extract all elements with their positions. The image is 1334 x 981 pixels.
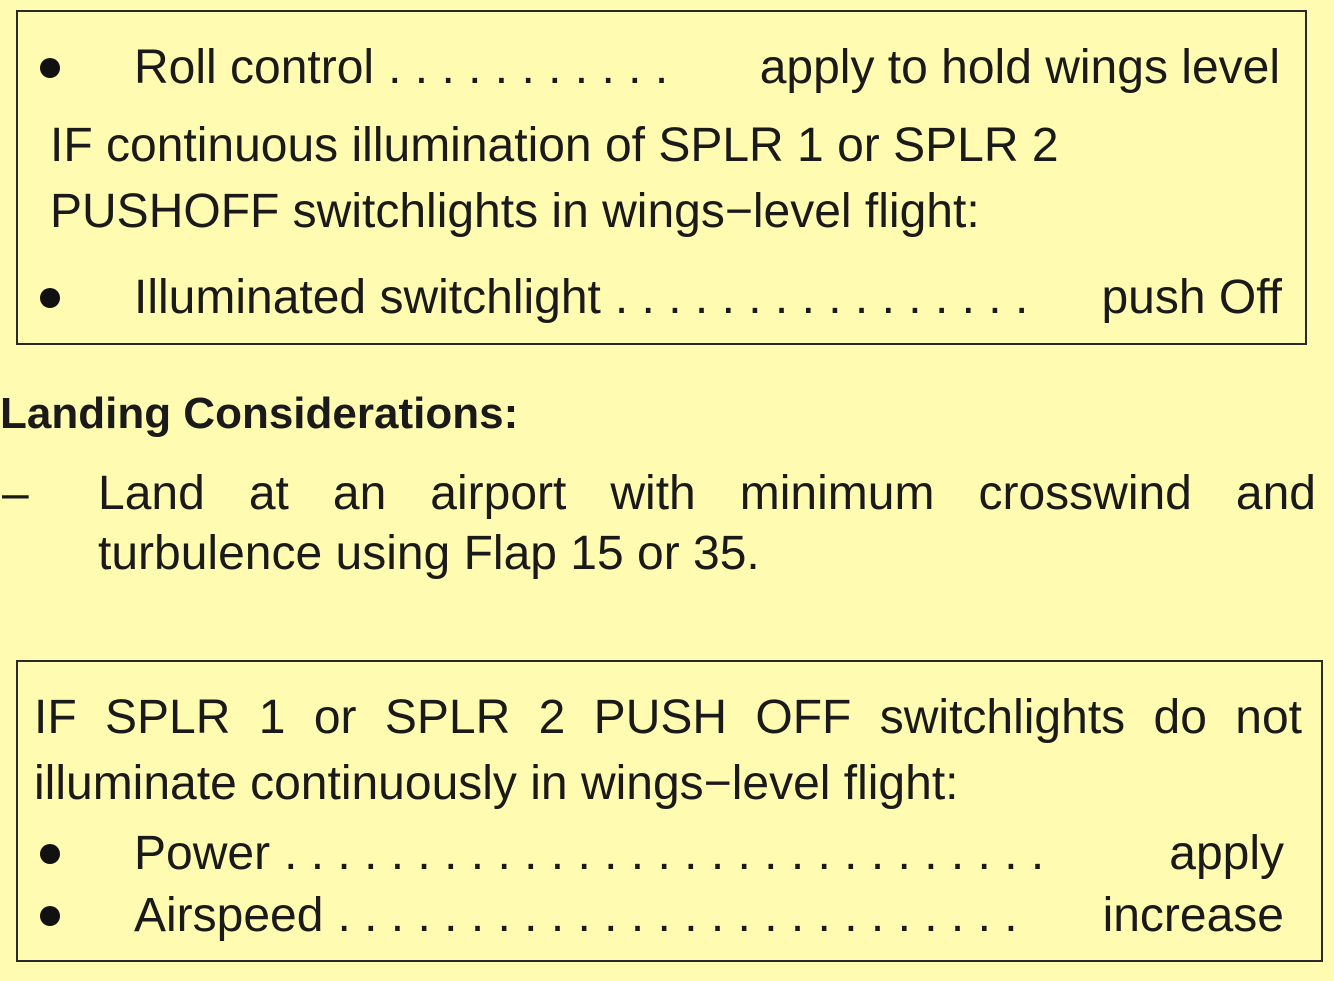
bullet-icon (40, 844, 60, 864)
landing-considerations-heading: Landing Considerations: (0, 389, 519, 438)
step-action: apply (1169, 827, 1284, 880)
roll-control-step (134, 40, 1280, 96)
bullet-icon (40, 288, 60, 308)
airspeed-step (134, 888, 1284, 944)
dot-leader: . . . . . . . . . . . . . . . . . . . . . . . . . . (337, 889, 1018, 942)
power-step (134, 826, 1284, 882)
dot-leader: . . . . . . . . . . . (388, 41, 669, 94)
condition-text-line-1: IF continuous illumination of SPLR 1 or SPLR 2 (50, 119, 1059, 172)
condition-text-line-1: IF SPLR 1 or SPLR 2 PUSH OFF switchlights do not (34, 691, 1302, 744)
dot-leader: . . . . . . . . . . . . . . . . . . . . . . . . . . . . . (284, 827, 1045, 880)
landing-text-line-1: Land at an airport with minimum crosswind and (98, 467, 1316, 520)
step-label: Power (134, 827, 271, 880)
condition-text-line-2: PUSHOFF switchlights in wings−level flight: (50, 185, 980, 238)
step-label: Roll control (134, 41, 375, 94)
step-label: Airspeed (134, 889, 324, 942)
landing-text-line-2: turbulence using Flap 15 or 35. (98, 527, 760, 580)
step-label: Illuminated switchlight (134, 271, 601, 324)
step-action: apply to hold wings level (759, 41, 1280, 94)
condition-text-line-2: illuminate continuously in wings−level flight: (34, 757, 959, 810)
dash-marker: – (2, 467, 29, 520)
step-action: push Off (1101, 271, 1282, 324)
illuminated-switchlight-step (134, 270, 1282, 326)
step-action: increase (1102, 889, 1284, 942)
bullet-icon (40, 906, 60, 926)
dot-leader: . . . . . . . . . . . . . . . . (614, 271, 1029, 324)
bullet-icon (40, 58, 60, 78)
